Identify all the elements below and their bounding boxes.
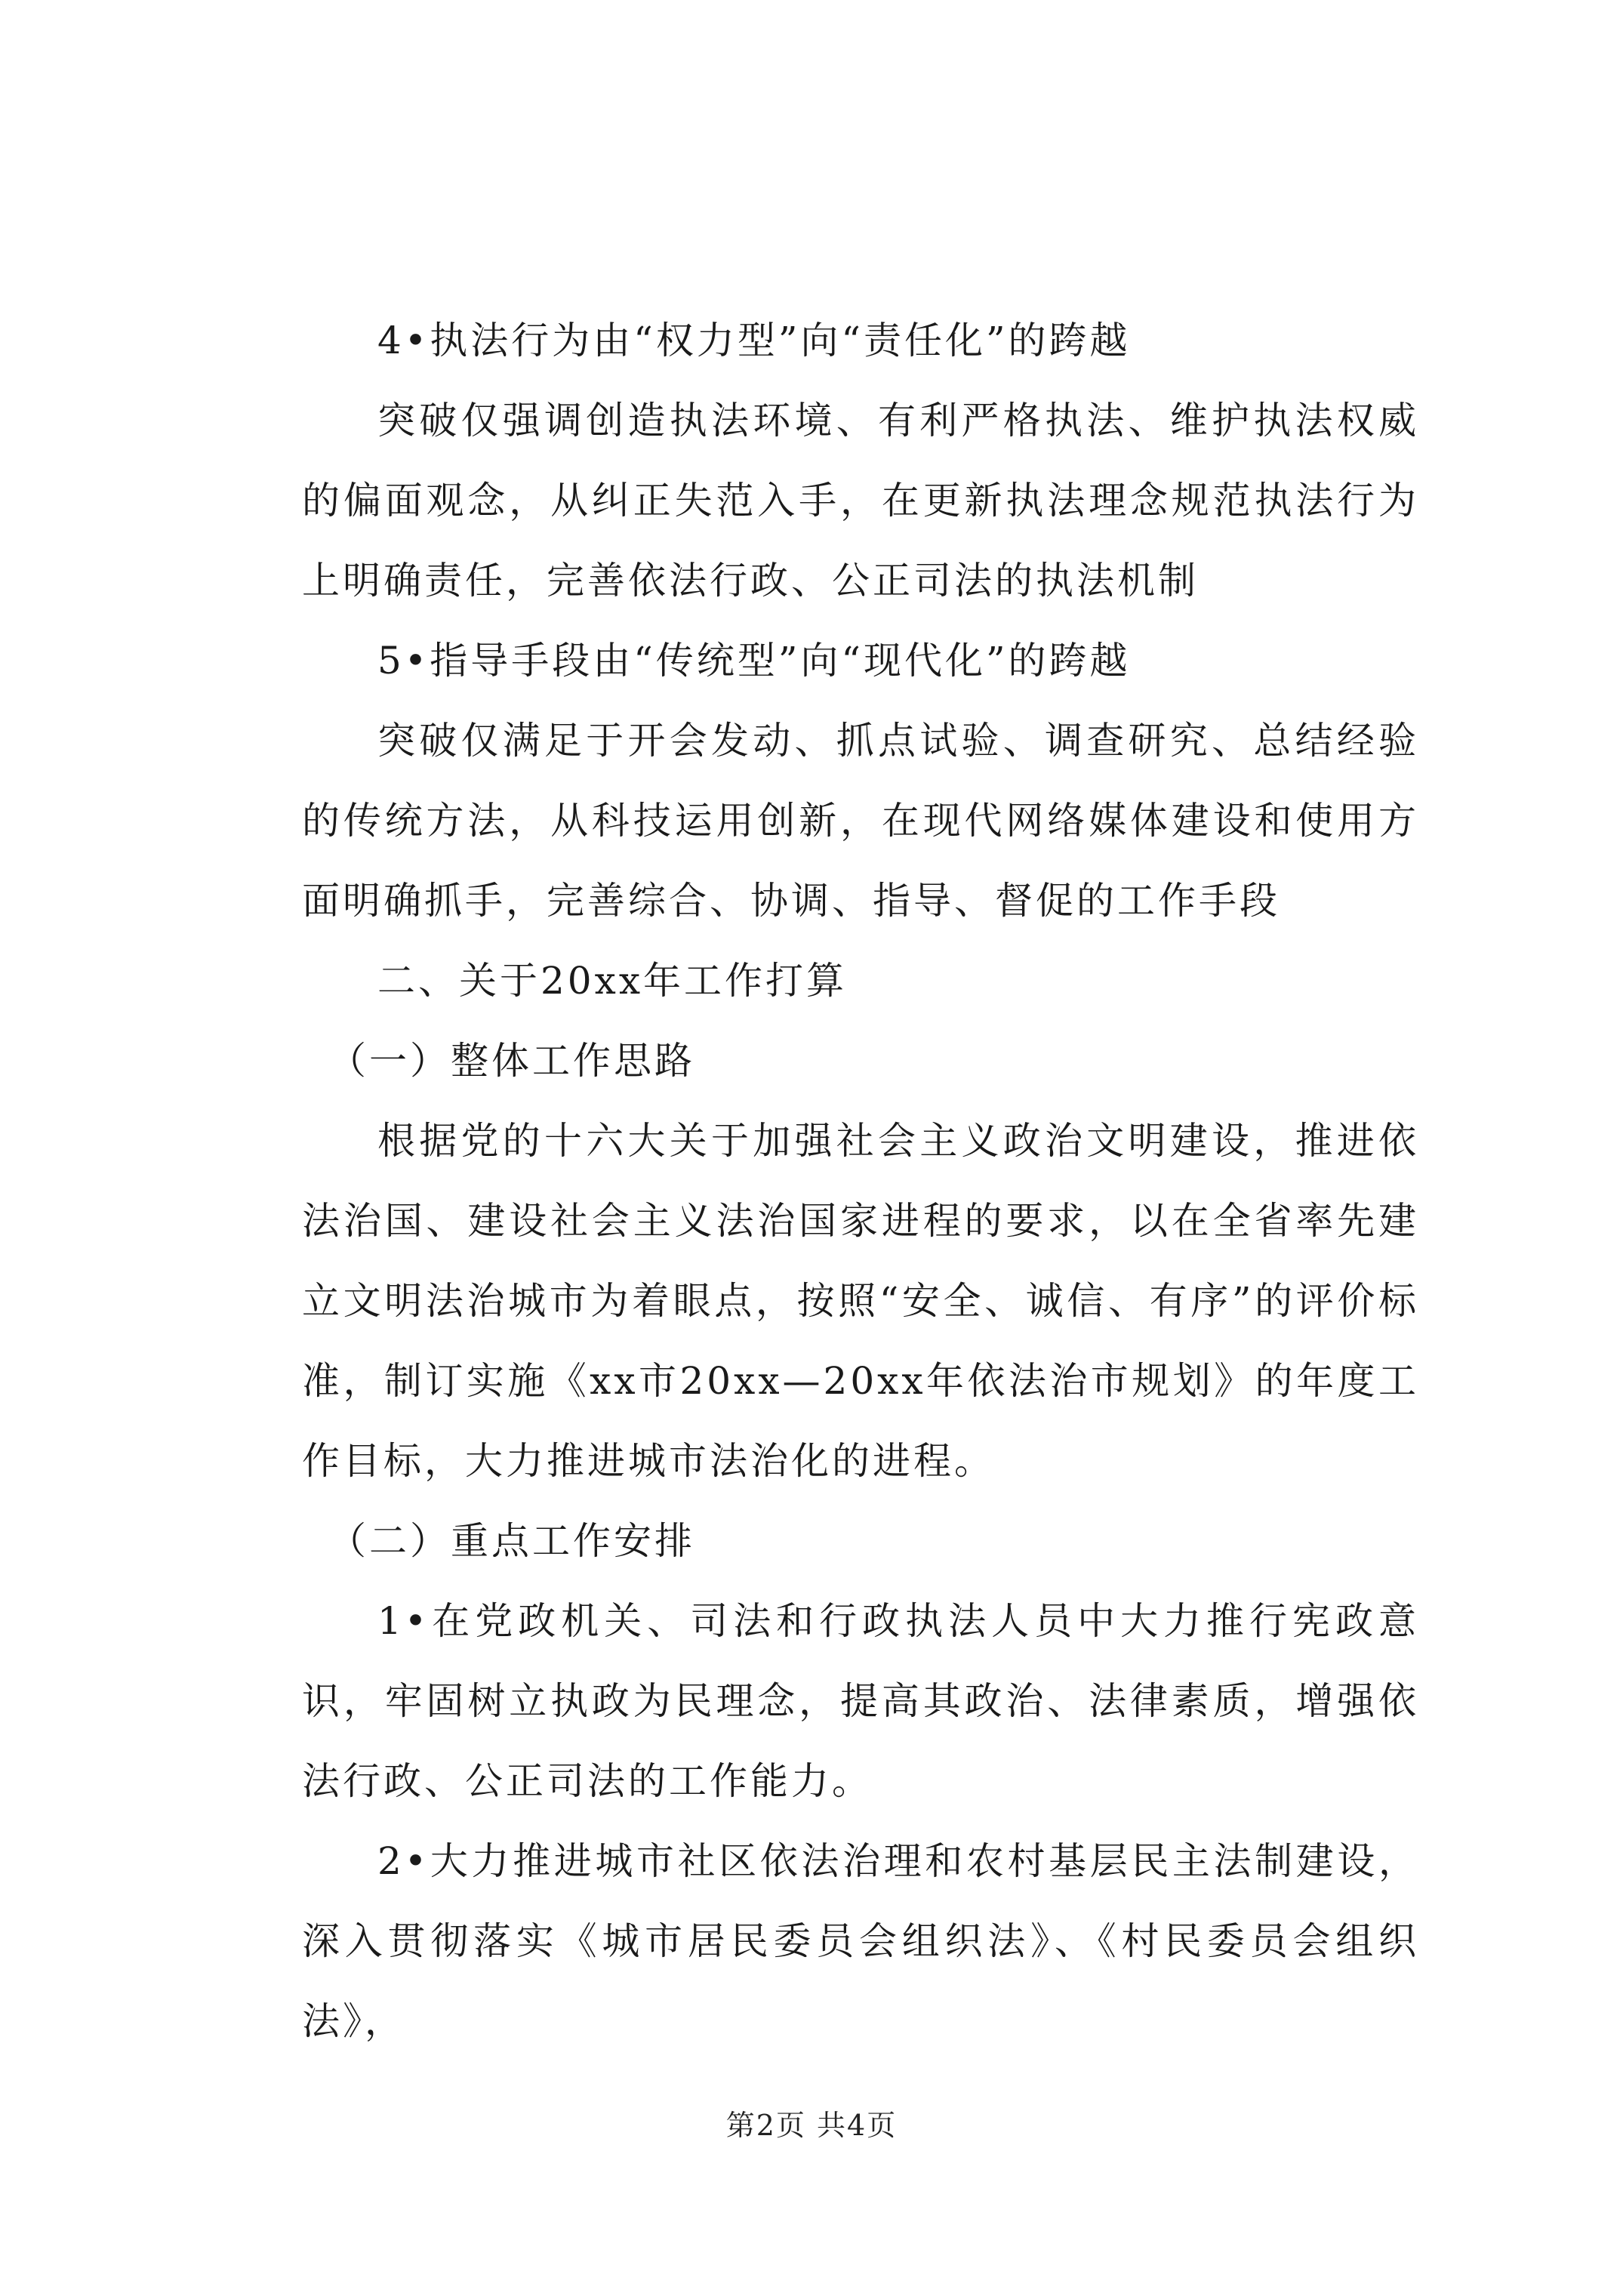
paragraph-4-heading: 4•执法行为由“权力型”向“责任化”的跨越 bbox=[377, 319, 1131, 362]
paragraph-5-heading: 5•指导手段由“传统型”向“现代化”的跨越 bbox=[377, 639, 1131, 683]
paragraph-4-body: 突破仅强调创造执法环境、有利严格执法、维护执法权威的偏面观念，从纠正失范入手，在更新执法理念规范执法行为上明确责任，完善依法行政、公正司法的执法机制 bbox=[302, 399, 1419, 603]
work-item-1: 1•在党政机关、司法和行政执法人员中大力推行宪政意识，牢固树立执政为民理念，提高其政治、法律素质，增强依法行政、公正司法的工作能力。 bbox=[302, 1599, 1419, 1803]
page-number-label: 第2页 共4页 bbox=[725, 2109, 898, 2142]
page-footer bbox=[0, 2106, 1623, 2144]
document-body bbox=[302, 300, 1419, 2061]
subsection-one-heading: （一）整体工作思路 bbox=[328, 1039, 695, 1083]
section-two-heading: 二、关于20xx年工作打算 bbox=[377, 959, 848, 1003]
work-item-2: 2•大力推进城市社区依法治理和农村基层民主法制建设，深入贯彻落实《城市居民委员会组织法》、《村民委员会组织法》， bbox=[302, 1839, 1419, 2043]
subsection-one-body: 根据党的十六大关于加强社会主义政治文明建设，推进依法治国、建设社会主义法治国家进程的要求，以在全省率先建立文明法治城市为着眼点，按照“安全、诚信、有序”的评价标准，制订实施《xx市20xx—20xx年依法治市规划》的年度工作目标，大力推进城市法治化的进程。 bbox=[302, 1119, 1419, 1483]
subsection-two-heading: （二）重点工作安排 bbox=[328, 1519, 695, 1563]
paragraph-5-body: 突破仅满足于开会发动、抓点试验、调查研究、总结经验的传统方法，从科技运用创新，在现代网络媒体建设和使用方面明确抓手，完善综合、协调、指导、督促的工作手段 bbox=[302, 719, 1419, 923]
